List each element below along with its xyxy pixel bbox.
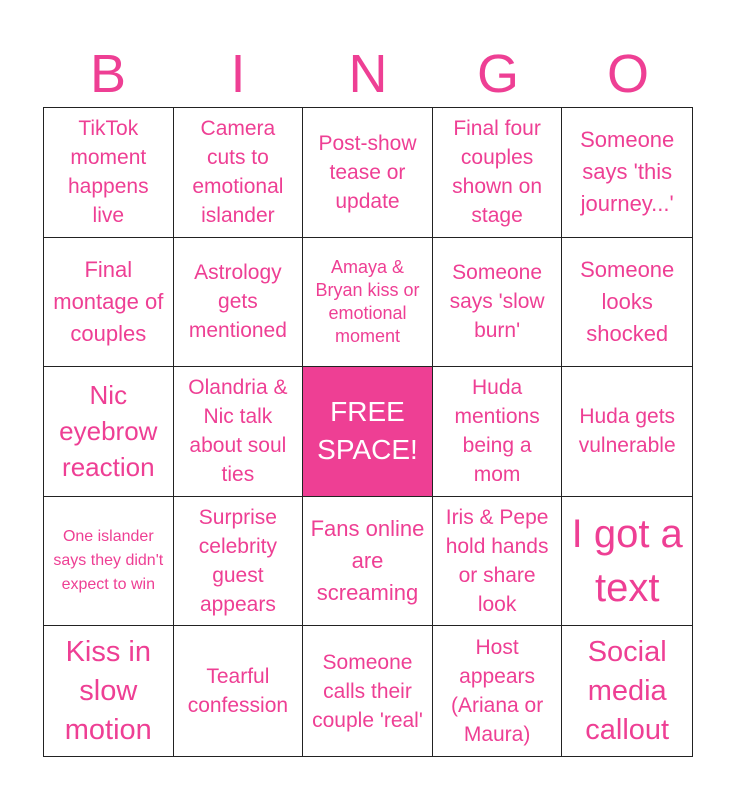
header-letter-n: N: [348, 44, 388, 104]
header-letter-i: I: [230, 44, 246, 104]
cell-text: Final four couples shown on stage: [452, 117, 543, 228]
cell-text: Social media callout: [585, 635, 670, 746]
bingo-cell-r3c4[interactable]: [433, 367, 563, 497]
bingo-cell-free-space[interactable]: [303, 367, 433, 497]
cell-text: Camera cuts to emotional islander: [192, 117, 284, 228]
bingo-cell-r2c5[interactable]: [562, 238, 692, 368]
cell-text: Huda mentions being a mom: [454, 376, 540, 487]
cell-text: Huda gets vulnerable: [578, 405, 676, 458]
cell-text: I got a text: [571, 512, 683, 611]
cell-text: Someone calls their couple 'real': [312, 650, 423, 732]
bingo-cell-r1c1[interactable]: [44, 108, 174, 238]
bingo-cell-r2c4[interactable]: [433, 238, 563, 368]
bingo-cell-r3c2[interactable]: [174, 367, 304, 497]
cell-text: Someone says 'slow burn': [449, 261, 545, 343]
bingo-cell-r5c4[interactable]: [433, 626, 563, 756]
cell-text: Someone says 'this journey...': [580, 127, 675, 217]
header-letter-g: G: [476, 44, 519, 104]
bingo-cell-r4c2[interactable]: [174, 497, 304, 627]
cell-text: Amaya & Bryan kiss or emotional moment: [315, 256, 420, 346]
cell-text: One islander says they didn't expect to win: [53, 528, 164, 594]
header-letter-b: B: [89, 44, 127, 104]
bingo-cell-r4c3[interactable]: [303, 497, 433, 627]
bingo-cell-r1c2[interactable]: [174, 108, 304, 238]
bingo-header: [43, 40, 693, 108]
cell-text: Nic eyebrow reaction: [59, 380, 158, 483]
bingo-cell-r5c5[interactable]: [562, 626, 692, 756]
bingo-cell-r3c1[interactable]: [44, 367, 174, 497]
bingo-cell-r5c1[interactable]: [44, 626, 174, 756]
cell-text: Kiss in slow motion: [64, 635, 152, 746]
bingo-cell-r4c4[interactable]: [433, 497, 563, 627]
bingo-card-grid: [43, 107, 693, 757]
cell-text: TikTok moment happens live: [68, 117, 149, 228]
bingo-cell-r3c5[interactable]: [562, 367, 692, 497]
cell-text: Iris & Pepe hold hands or share look: [445, 506, 549, 617]
cell-text: Surprise celebrity guest appears: [198, 506, 277, 617]
bingo-cell-r5c3[interactable]: [303, 626, 433, 756]
cell-text: FREE SPACE!: [317, 396, 418, 466]
bingo-cell-r4c1[interactable]: [44, 497, 174, 627]
cell-text: Host appears (Ariana or Maura): [450, 636, 544, 747]
cell-text: Final montage of couples: [53, 256, 164, 346]
bingo-cell-r1c3[interactable]: [303, 108, 433, 238]
cell-text: Post-show tease or update: [318, 131, 417, 213]
header-letter-o: O: [606, 44, 649, 104]
bingo-cell-r5c2[interactable]: [174, 626, 304, 756]
cell-text: Astrology gets mentioned: [188, 261, 287, 343]
bingo-cell-r2c1[interactable]: [44, 238, 174, 368]
bingo-cell-r2c2[interactable]: [174, 238, 304, 368]
cell-text: Fans online are screaming: [310, 516, 425, 606]
bingo-cell-r1c5[interactable]: [562, 108, 692, 238]
bingo-cell-r1c4[interactable]: [433, 108, 563, 238]
cell-text: Olandria & Nic talk about soul ties: [188, 376, 288, 487]
cell-text: Tearful confession: [187, 665, 289, 718]
bingo-cell-r2c3[interactable]: [303, 238, 433, 368]
bingo-cell-r4c5[interactable]: [562, 497, 692, 627]
cell-text: Someone looks shocked: [580, 256, 675, 346]
